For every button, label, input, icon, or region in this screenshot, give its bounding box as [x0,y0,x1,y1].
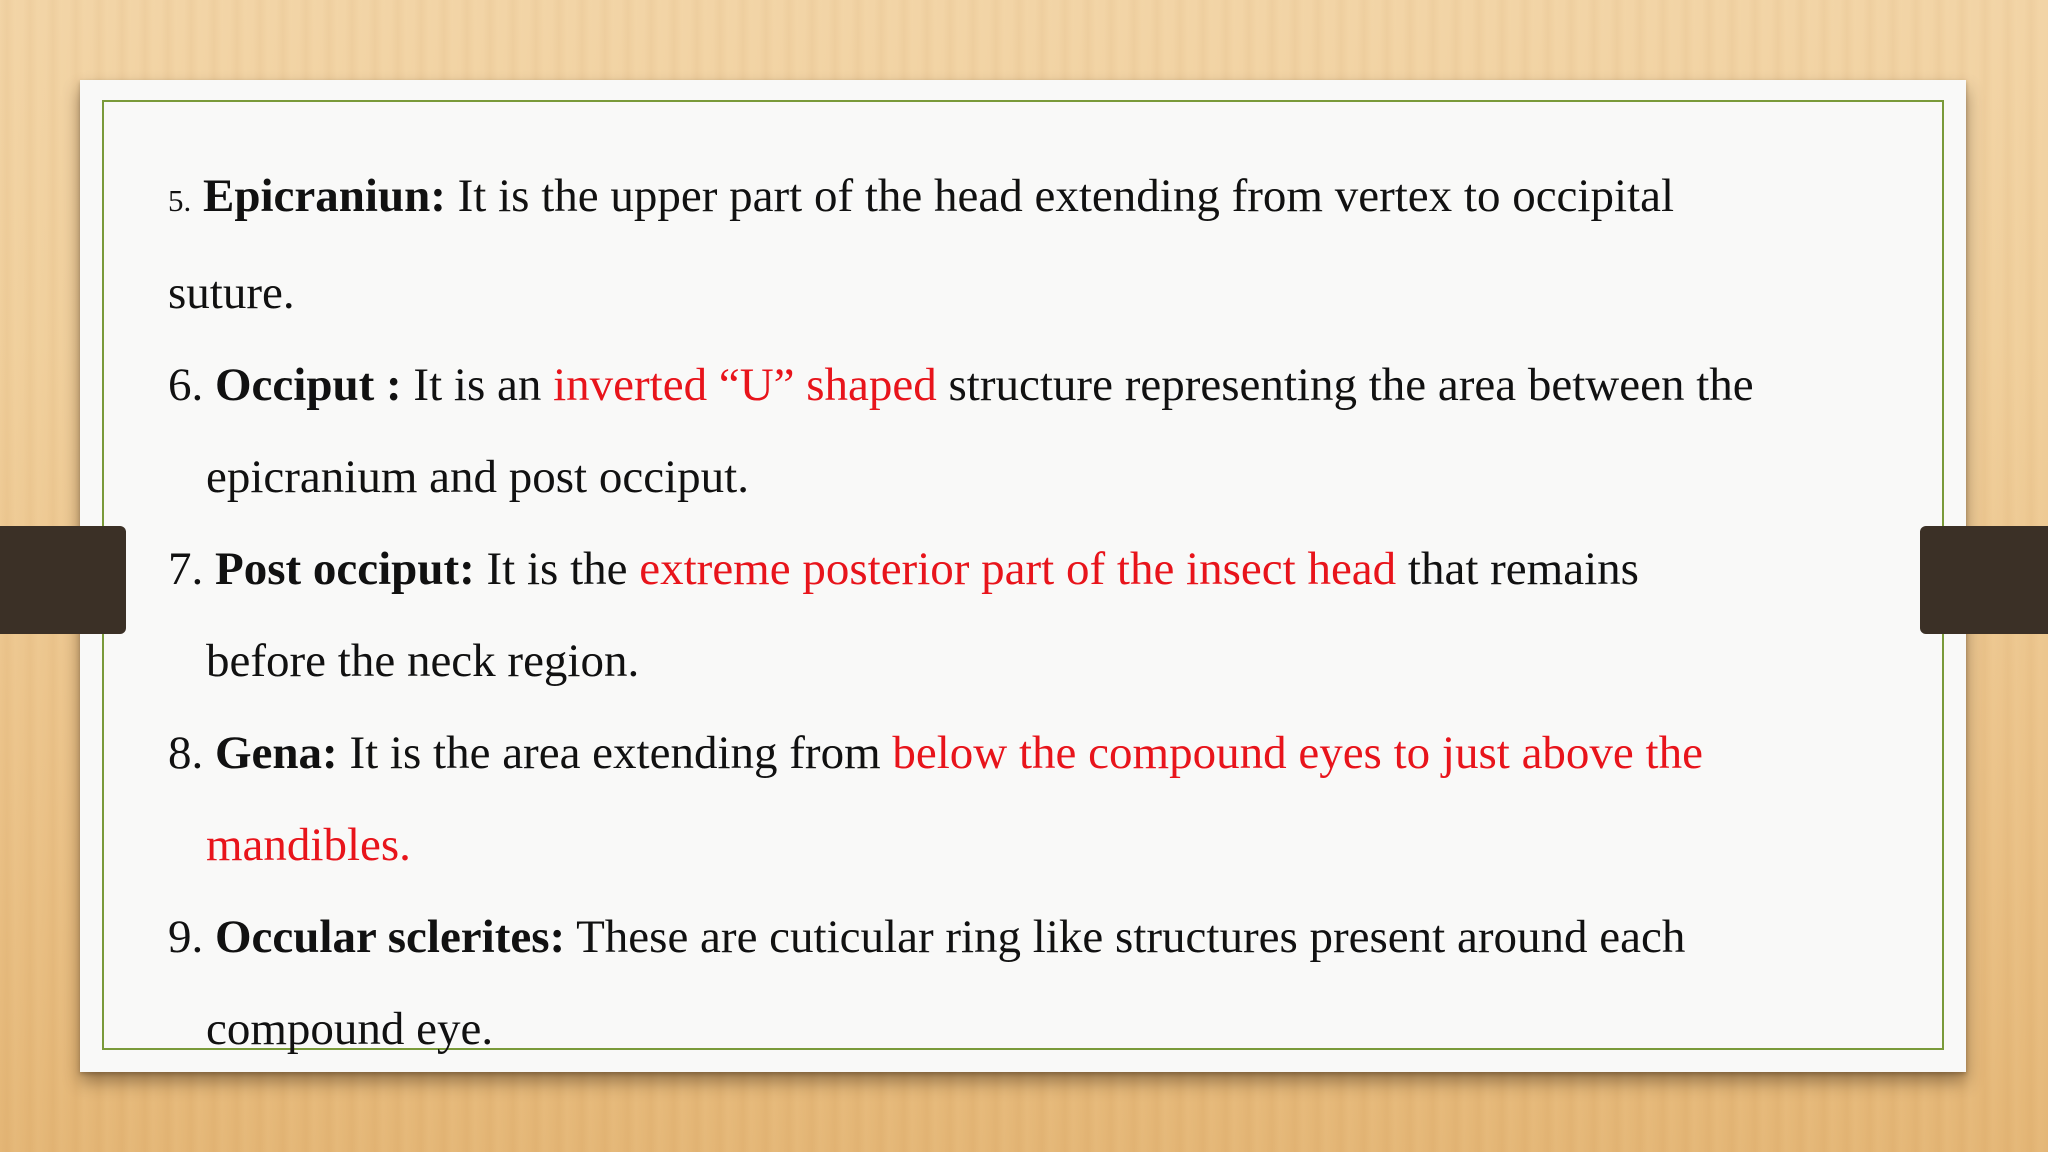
list-item-epicranium-continuation [168,247,1901,339]
item-term: Post occiput: [215,543,475,595]
list-item-occiput [168,339,1901,431]
item-text: structure representing the area between the [936,359,1754,411]
item-text: that remains [1396,543,1639,595]
item-term: Gena: [215,727,338,779]
item-text-continuation: epicranium and post occiput. [206,451,749,503]
list-item-occular-sclerites-continuation [168,983,1901,1075]
list-item-occiput-continuation [168,431,1901,523]
item-number: 6. [168,359,215,411]
item-text: It is the area extending from [337,727,893,779]
item-term: Occiput : [215,359,402,411]
right-tab-decoration [1920,526,2048,634]
left-tab-decoration [0,526,126,634]
item-text: These are cuticular ring like structures present around each [565,911,1686,963]
item-highlight: extreme posterior part of the insect head [639,543,1397,595]
list-item-epicranium [168,150,1901,247]
list-item-post-occiput [168,523,1901,615]
item-term: Occular sclerites: [215,911,566,963]
list-item-gena [168,707,1901,799]
slide-content [168,150,1901,1075]
list-item-gena-continuation [168,799,1901,891]
item-number: 9. [168,911,215,963]
item-highlight: below the compound eyes to just above the [892,727,1703,779]
item-number: 5. [168,183,192,218]
item-text: It is an [401,359,554,411]
item-term: Epicraniun: [203,170,446,222]
item-text-continuation: compound eye. [206,1003,494,1055]
list-item-post-occiput-continuation [168,615,1901,707]
item-text-continuation: before the neck region. [206,635,640,687]
item-text: It is the [474,543,640,595]
item-number: 8. [168,727,215,779]
item-number: 7. [168,543,215,595]
item-highlight: inverted “U” shaped [553,359,937,411]
list-item-occular-sclerites [168,891,1901,983]
item-text-continuation: suture. [168,267,295,319]
item-highlight-continuation: mandibles. [206,819,411,871]
item-text: It is the upper part of the head extending from vertex to occipital [445,170,1675,222]
